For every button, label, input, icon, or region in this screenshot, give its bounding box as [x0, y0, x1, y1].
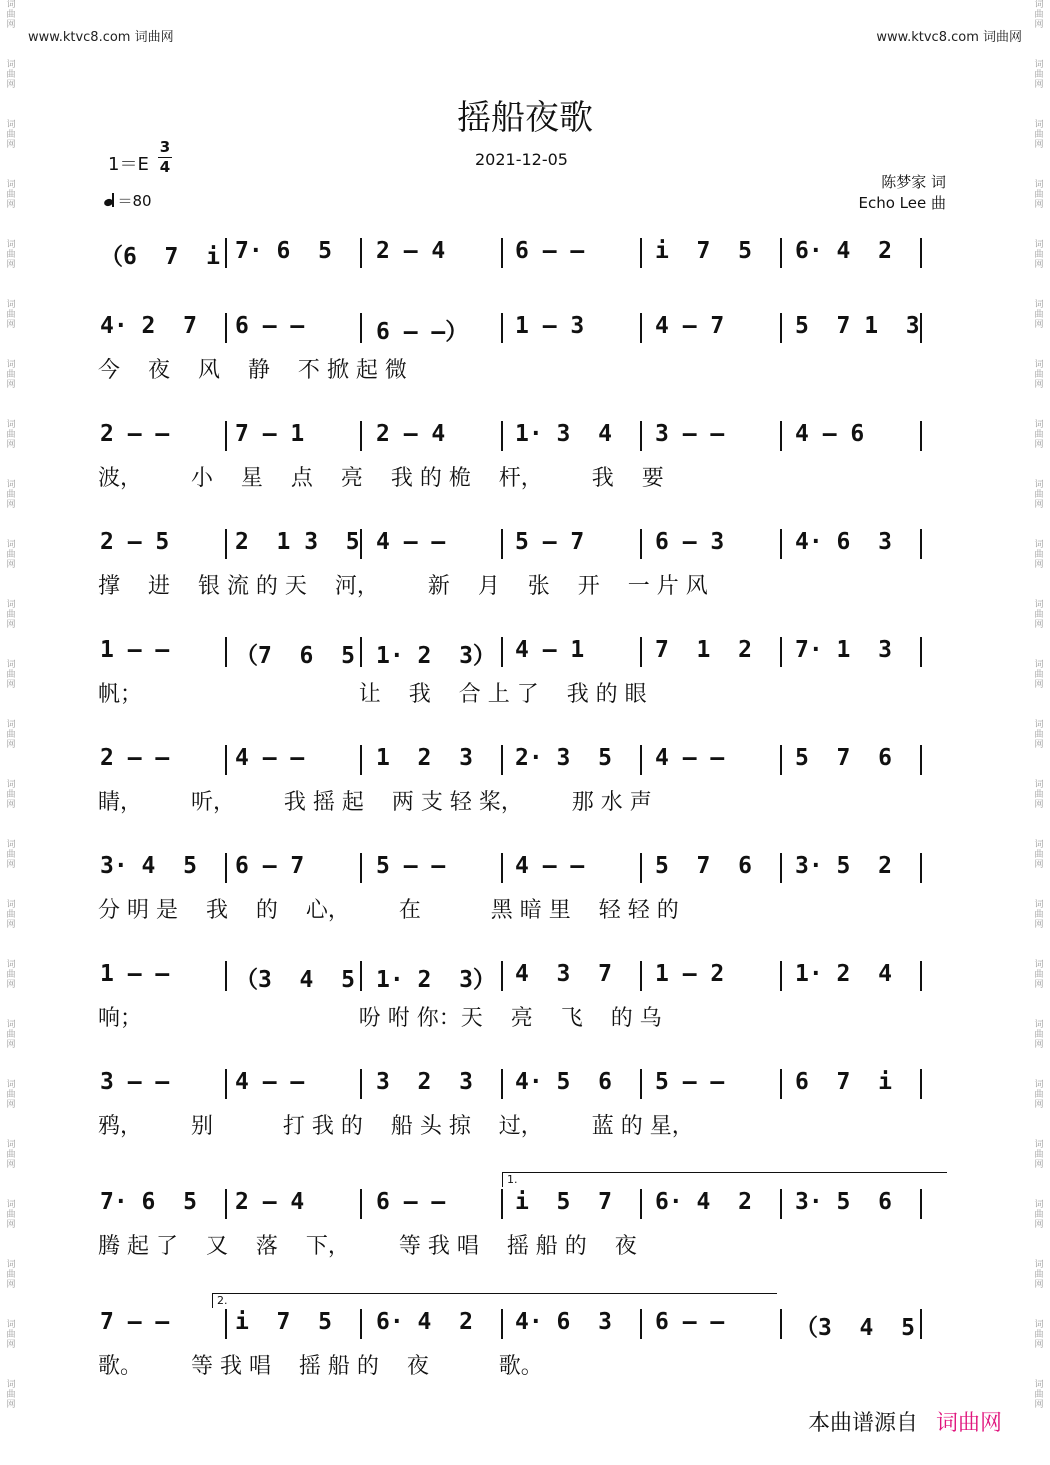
watermark-text: 词 曲 网 [6, 420, 16, 450]
bar-line [920, 961, 922, 991]
measure-notes: 3· 5 2 [795, 853, 892, 879]
watermark-text: 词 曲 网 [6, 780, 16, 810]
measure-notes: 6 – – [655, 1309, 725, 1335]
measure-notes: 3 – – [100, 1069, 170, 1095]
key-signature: 1＝E [108, 154, 149, 175]
score-line [0, 313, 1050, 393]
measure-notes: 4 – – [235, 745, 305, 771]
bar-line [501, 313, 503, 343]
watermark-text: 词 曲 网 [6, 1260, 16, 1290]
watermark-text: 词 曲 网 [6, 960, 16, 990]
bar-line [640, 1309, 642, 1339]
lyric-line: 鸦， 别 打 我 的 船 头 掠 过， 蓝 的 星， [98, 1114, 694, 1139]
lyric-line: 帆； 让 我 合 上 了 我 的 眼 [98, 682, 647, 707]
measure-notes: 6 – – [376, 1189, 446, 1215]
watermark-text: 词 曲 网 [1034, 420, 1044, 450]
watermark-text: 词 曲 网 [6, 1380, 16, 1410]
measure-notes: 6 – 7 [235, 853, 305, 879]
lyric-line: 歌。 等 我 唱 摇 船 的 夜 歌。 [98, 1354, 543, 1379]
measure-notes: （6 7 i [100, 244, 220, 270]
measure-notes: 5 7 6 [795, 745, 892, 771]
watermark-text: 词 曲 网 [1034, 1320, 1044, 1350]
lyric-line: 今 夜 风 静 不 掀 起 微 [98, 358, 407, 383]
measure-notes: 4 – 6 [795, 421, 865, 447]
watermark-text: 词 曲 网 [6, 1020, 16, 1050]
bar-line [780, 853, 782, 883]
bar-line [225, 313, 227, 343]
watermark-text: 词 曲 网 [1034, 480, 1044, 510]
watermark-text: 词 曲 网 [1034, 1020, 1044, 1050]
measure-notes: 4· 2 7 [100, 313, 197, 339]
watermark-text: 词 曲 网 [6, 1320, 16, 1350]
measure-notes: 2· 3 5 [515, 745, 612, 771]
bar-line [225, 421, 227, 451]
bar-line [780, 421, 782, 451]
measure-notes: 2 – – [100, 745, 170, 771]
measure-notes: 3· 5 6 [795, 1189, 892, 1215]
composer: Echo Lee 曲 [858, 194, 946, 212]
top-left-url[interactable]: www.ktvc8.com 词曲网 [28, 30, 174, 45]
measure-notes: 5 – 7 [515, 529, 585, 555]
measure-notes: 7 – – [100, 1309, 170, 1335]
bar-line [780, 637, 782, 667]
bar-line [501, 1069, 503, 1099]
score-line [0, 1069, 1050, 1149]
lyricist: 陈梦家 词 [881, 173, 946, 191]
measure-notes: 1 – 3 [515, 313, 585, 339]
tempo-marking [104, 190, 152, 211]
measure-notes: 4 3 7 [515, 961, 612, 987]
measure-notes: 3 – – [655, 421, 725, 447]
bar-line [501, 961, 503, 991]
bar-line [780, 1309, 782, 1339]
measure-notes: i 7 5 [235, 1309, 332, 1335]
watermark-text: 词 曲 网 [1034, 120, 1044, 150]
bar-line [225, 529, 227, 559]
watermark-text: 词 曲 网 [6, 900, 16, 930]
measure-notes: 6· 4 2 [655, 1189, 752, 1215]
measure-notes: 2 – 4 [235, 1189, 305, 1215]
measure-notes: 4 – 7 [655, 313, 725, 339]
bar-line [920, 1069, 922, 1099]
song-title: 摇船夜歌 [457, 98, 593, 138]
lyric-line: 分 明 是 我 的 心， 在 黑 暗 里 轻 轻 的 [98, 898, 679, 923]
measure-notes: 1· 2 3） [376, 967, 496, 993]
measure-notes: 6 – 3 [655, 529, 725, 555]
bar-line [640, 529, 642, 559]
bar-line [920, 1189, 922, 1219]
score-line [0, 529, 1050, 609]
measure-notes: 2 – – [100, 421, 170, 447]
watermark-text: 词 曲 网 [6, 540, 16, 570]
watermark-text: 词 曲 网 [6, 480, 16, 510]
bar-line [225, 1309, 227, 1339]
watermark-text: 词 曲 网 [1034, 720, 1044, 750]
measure-notes: i 5 7 [515, 1189, 612, 1215]
measure-notes: 1 – 2 [655, 961, 725, 987]
bar-line [360, 529, 362, 559]
credits [859, 172, 947, 214]
bar-line [780, 529, 782, 559]
measure-notes: 1 – – [100, 637, 170, 663]
watermark-text: 词 曲 网 [6, 720, 16, 750]
bar-line [501, 745, 503, 775]
second-ending-bracket: 2. [212, 1293, 777, 1308]
measure-notes: 1· 2 3） [376, 643, 496, 669]
score-line [0, 1309, 1050, 1389]
watermark-text: 词 曲 网 [1034, 60, 1044, 90]
bar-line [780, 1189, 782, 1219]
time-signature [158, 139, 172, 176]
score-line [0, 745, 1050, 825]
watermark-text: 词 曲 网 [6, 180, 16, 210]
measure-notes: 7 – 1 [235, 421, 305, 447]
quarter-note-stem [112, 193, 114, 207]
bar-line [920, 637, 922, 667]
watermark-text: 词 曲 网 [1034, 960, 1044, 990]
watermark-text: 词 曲 网 [6, 1140, 16, 1170]
bar-line [920, 313, 922, 343]
watermark-text: 词 曲 网 [6, 60, 16, 90]
measure-notes: 1 2 3 [376, 745, 473, 771]
measure-notes: 6 7 i [795, 1069, 892, 1095]
bar-line [225, 238, 227, 268]
bar-line [501, 421, 503, 451]
time-signature-bottom: 4 [159, 158, 171, 176]
footer-source-label: 本曲谱源自 [807, 1411, 918, 1436]
bar-line [780, 238, 782, 268]
watermark-text: 词 曲 网 [1034, 1080, 1044, 1110]
lyric-line: 响； 吩 咐 你：天 亮 飞 的 乌 [98, 1006, 662, 1031]
bar-line [640, 313, 642, 343]
measure-notes: 1· 3 4 [515, 421, 612, 447]
measure-notes: 4 – – [235, 1069, 305, 1095]
measure-notes: 4 – – [655, 745, 725, 771]
score-line [0, 961, 1050, 1041]
watermark-text: 词 曲 网 [6, 240, 16, 270]
measure-notes: 2 – 4 [376, 238, 446, 264]
bar-line [640, 238, 642, 268]
measure-notes: i 7 5 [655, 238, 752, 264]
measure-notes: 4 – – [515, 853, 585, 879]
top-right-url[interactable]: www.ktvc8.com 词曲网 [876, 30, 1022, 45]
measure-notes: 4· 6 3 [515, 1309, 612, 1335]
bar-line [920, 745, 922, 775]
bar-line [225, 1069, 227, 1099]
watermark-text: 词 曲 网 [6, 300, 16, 330]
tempo-value: ＝80 [117, 192, 152, 210]
first-ending-bracket: 1. [502, 1172, 947, 1187]
measure-notes: （3 4 5 [795, 1315, 915, 1341]
score-line [0, 238, 1050, 318]
measure-notes: 7· 1 3 [795, 637, 892, 663]
measure-notes: （7 6 5 [235, 643, 355, 669]
watermark-text: 词 曲 网 [1034, 900, 1044, 930]
bar-line [360, 1189, 362, 1219]
watermark-text: 词 曲 网 [1034, 600, 1044, 630]
bar-line [640, 421, 642, 451]
measure-notes: 5 7 6 [655, 853, 752, 879]
watermark-text: 词 曲 网 [6, 1080, 16, 1110]
watermark-text: 词 曲 网 [6, 0, 16, 30]
watermark-text: 词 曲 网 [1034, 0, 1044, 30]
bar-line [225, 961, 227, 991]
measure-notes: 6 – –） [376, 319, 469, 345]
bar-line [780, 313, 782, 343]
measure-notes: 3 2 3 [376, 1069, 473, 1095]
bar-line [640, 1189, 642, 1219]
measure-notes: 7· 6 5 [100, 1189, 197, 1215]
bar-line [225, 745, 227, 775]
bar-line [360, 1309, 362, 1339]
bar-line [360, 313, 362, 343]
watermark-text: 词 曲 网 [1034, 1140, 1044, 1170]
bar-line [920, 238, 922, 268]
bar-line [780, 745, 782, 775]
watermark-text: 词 曲 网 [1034, 660, 1044, 690]
bar-line [920, 529, 922, 559]
bar-line [501, 529, 503, 559]
score-date: 2021-12-05 [475, 150, 568, 169]
lyric-line: 腾 起 了 又 落 下， 等 我 唱 摇 船 的 夜 [98, 1234, 637, 1259]
watermark-text: 词 曲 网 [1034, 780, 1044, 810]
score-line [0, 637, 1050, 717]
watermark-text: 词 曲 网 [6, 360, 16, 390]
measure-notes: 6 – – [515, 238, 585, 264]
bar-line [640, 961, 642, 991]
watermark-text: 词 曲 网 [6, 840, 16, 870]
bar-line [780, 961, 782, 991]
score-line [0, 421, 1050, 501]
footer-brand-link[interactable]: 词曲网 [935, 1411, 1002, 1436]
lyric-line: 波， 小 星 点 亮 我 的 桅 杆， 我 要 [98, 466, 664, 491]
measure-notes: 2 – 5 [100, 529, 170, 555]
watermark-text: 词 曲 网 [6, 660, 16, 690]
watermark-text: 词 曲 网 [6, 120, 16, 150]
measure-notes: 7 1 2 [655, 637, 752, 663]
measure-notes: 1· 2 4 [795, 961, 892, 987]
footer-source [808, 1406, 1002, 1437]
bar-line [501, 637, 503, 667]
bar-line [360, 238, 362, 268]
watermark-text: 词 曲 网 [1034, 1380, 1044, 1410]
watermark-text: 词 曲 网 [1034, 840, 1044, 870]
measure-notes: 6 – – [235, 313, 305, 339]
measure-notes: 5 – – [376, 853, 446, 879]
bar-line [501, 238, 503, 268]
measure-notes: 3· 4 5 [100, 853, 197, 879]
measure-notes: 5 7 1 3 [795, 313, 920, 339]
measure-notes: 6· 4 2 [795, 238, 892, 264]
measure-notes: 4 – 1 [515, 637, 585, 663]
watermark-text: 词 曲 网 [1034, 1200, 1044, 1230]
bar-line [640, 853, 642, 883]
score-line [0, 853, 1050, 933]
bar-line [360, 745, 362, 775]
measure-notes: 4 – – [376, 529, 446, 555]
bar-line [920, 1309, 922, 1339]
bar-line [360, 421, 362, 451]
bar-line [360, 853, 362, 883]
bar-line [501, 1189, 503, 1219]
measure-notes: 4· 6 3 [795, 529, 892, 555]
measure-notes: 1 – – [100, 961, 170, 987]
measure-notes: 4· 5 6 [515, 1069, 612, 1095]
watermark-text: 词 曲 网 [6, 600, 16, 630]
measure-notes: （3 4 5 [235, 967, 355, 993]
lyric-line: 撑 进 银 流 的 天 河， 新 月 张 开 一 片 风 [98, 574, 708, 599]
watermark-text: 词 曲 网 [1034, 540, 1044, 570]
watermark-text: 词 曲 网 [1034, 240, 1044, 270]
bar-line [225, 1189, 227, 1219]
bar-line [501, 1309, 503, 1339]
watermark-text: 词 曲 网 [6, 1200, 16, 1230]
bar-line [360, 1069, 362, 1099]
time-signature-top: 3 [159, 138, 171, 156]
measure-notes: 5 – – [655, 1069, 725, 1095]
watermark-text: 词 曲 网 [1034, 1260, 1044, 1290]
watermark-text: 词 曲 网 [1034, 360, 1044, 390]
watermark-text: 词 曲 网 [1034, 180, 1044, 210]
measure-notes: 2 – 4 [376, 421, 446, 447]
bar-line [780, 1069, 782, 1099]
bar-line [360, 637, 362, 667]
bar-line [225, 637, 227, 667]
bar-line [360, 961, 362, 991]
bar-line [920, 421, 922, 451]
lyric-line: 睛， 听， 我 摇 起 两 支 轻 桨， 那 水 声 [98, 790, 652, 815]
measure-notes: 6· 4 2 [376, 1309, 473, 1335]
bar-line [501, 853, 503, 883]
measure-notes: 2 1 3 5 [235, 529, 360, 555]
bar-line [640, 1069, 642, 1099]
bar-line [225, 853, 227, 883]
bar-line [640, 637, 642, 667]
bar-line [920, 853, 922, 883]
measure-notes: 7· 6 5 [235, 238, 332, 264]
score-line [0, 1189, 1050, 1269]
bar-line [640, 745, 642, 775]
watermark-text: 词 曲 网 [1034, 300, 1044, 330]
